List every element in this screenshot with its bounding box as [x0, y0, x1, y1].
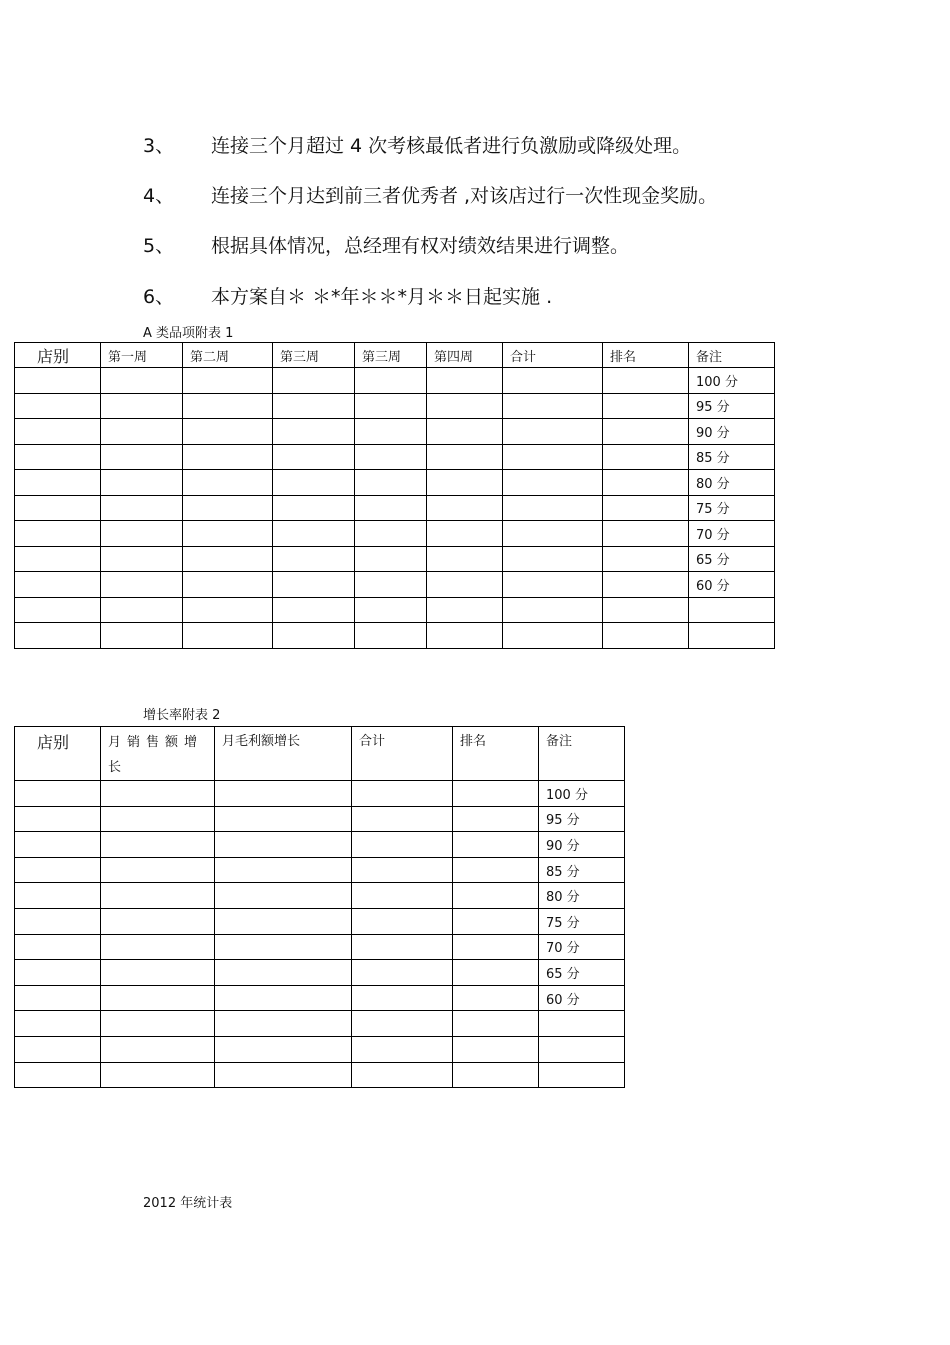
- empty-cell: [15, 985, 101, 1011]
- empty-cell: [15, 597, 101, 623]
- empty-cell: [603, 623, 689, 649]
- note-cell: 80 分: [689, 470, 775, 496]
- note-cell: [539, 1062, 625, 1088]
- note-cell: 60 分: [539, 985, 625, 1011]
- header-cell: 第一周: [101, 343, 183, 368]
- empty-cell: [603, 597, 689, 623]
- note-cell: 95 分: [539, 806, 625, 832]
- table-row: [15, 572, 775, 598]
- empty-cell: [503, 393, 603, 419]
- header-cell: 备注: [689, 343, 775, 368]
- header-cell: 第三周: [355, 343, 427, 368]
- header-cell: 备注: [539, 727, 625, 781]
- empty-cell: [355, 597, 427, 623]
- empty-cell: [101, 781, 215, 807]
- table-row: [15, 781, 625, 807]
- header-cell: 月毛利额增长: [215, 727, 352, 781]
- empty-cell: [101, 572, 183, 598]
- item-number: 3、: [143, 135, 175, 157]
- empty-cell: [15, 781, 101, 807]
- note-cell: 75 分: [689, 495, 775, 521]
- empty-cell: [101, 985, 215, 1011]
- empty-cell: [352, 934, 453, 960]
- empty-cell: [453, 781, 539, 807]
- table-row: [15, 908, 625, 934]
- empty-cell: [101, 444, 183, 470]
- note-cell: 80 分: [539, 883, 625, 909]
- empty-cell: [453, 806, 539, 832]
- empty-cell: [427, 623, 503, 649]
- table-row: [15, 546, 775, 572]
- header-row: [15, 343, 775, 368]
- empty-cell: [603, 521, 689, 547]
- item-5: [143, 231, 629, 258]
- empty-cell: [183, 393, 273, 419]
- table-row: [15, 985, 625, 1011]
- empty-cell: [215, 857, 352, 883]
- empty-cell: [355, 521, 427, 547]
- empty-cell: [453, 908, 539, 934]
- empty-cell: [15, 832, 101, 858]
- empty-cell: [215, 1011, 352, 1037]
- empty-cell: [273, 419, 355, 445]
- empty-cell: [273, 572, 355, 598]
- empty-cell: [453, 1062, 539, 1088]
- empty-cell: [215, 832, 352, 858]
- table-row: [15, 623, 775, 649]
- empty-cell: [215, 934, 352, 960]
- empty-cell: [15, 960, 101, 986]
- table2-caption: 增长率附表 2: [143, 708, 221, 723]
- header-cell: 店别: [15, 727, 101, 781]
- note-cell: 65 分: [689, 546, 775, 572]
- empty-cell: [355, 444, 427, 470]
- empty-cell: [503, 444, 603, 470]
- note-cell: 70 分: [539, 934, 625, 960]
- table-row: [15, 521, 775, 547]
- empty-cell: [273, 597, 355, 623]
- header-cell: 第二周: [183, 343, 273, 368]
- note-cell: 65 分: [539, 960, 625, 986]
- table-row: [15, 1036, 625, 1062]
- table-row: [15, 960, 625, 986]
- empty-cell: [352, 806, 453, 832]
- empty-cell: [427, 546, 503, 572]
- table-row: [15, 368, 775, 394]
- table1-caption: A 类品项附表 1: [143, 326, 234, 341]
- empty-cell: [101, 393, 183, 419]
- empty-cell: [603, 444, 689, 470]
- empty-cell: [101, 1011, 215, 1037]
- empty-cell: [427, 495, 503, 521]
- empty-cell: [352, 1062, 453, 1088]
- empty-cell: [183, 495, 273, 521]
- empty-cell: [15, 572, 101, 598]
- empty-cell: [183, 572, 273, 598]
- empty-cell: [101, 368, 183, 394]
- empty-cell: [453, 934, 539, 960]
- empty-cell: [453, 985, 539, 1011]
- empty-cell: [352, 1036, 453, 1062]
- empty-cell: [101, 1036, 215, 1062]
- item-3: [143, 131, 691, 158]
- empty-cell: [15, 806, 101, 832]
- empty-cell: [183, 546, 273, 572]
- header-cell: 第三周: [273, 343, 355, 368]
- empty-cell: [273, 623, 355, 649]
- note-cell: 70 分: [689, 521, 775, 547]
- empty-cell: [101, 857, 215, 883]
- table-row: [15, 1062, 625, 1088]
- table-row: [15, 597, 775, 623]
- empty-cell: [183, 444, 273, 470]
- empty-cell: [355, 419, 427, 445]
- table2: [14, 726, 625, 1088]
- empty-cell: [215, 781, 352, 807]
- empty-cell: [355, 495, 427, 521]
- header-cell: 合计: [503, 343, 603, 368]
- empty-cell: [273, 444, 355, 470]
- empty-cell: [603, 368, 689, 394]
- empty-cell: [15, 1036, 101, 1062]
- empty-cell: [603, 470, 689, 496]
- empty-cell: [15, 1062, 101, 1088]
- empty-cell: [503, 623, 603, 649]
- table-row: [15, 1011, 625, 1037]
- empty-cell: [427, 597, 503, 623]
- note-cell: 85 分: [539, 857, 625, 883]
- empty-cell: [15, 857, 101, 883]
- empty-cell: [15, 444, 101, 470]
- empty-cell: [101, 419, 183, 445]
- empty-cell: [503, 521, 603, 547]
- empty-cell: [15, 419, 101, 445]
- table1: [14, 342, 775, 649]
- empty-cell: [101, 546, 183, 572]
- empty-cell: [15, 393, 101, 419]
- empty-cell: [352, 960, 453, 986]
- empty-cell: [503, 368, 603, 394]
- empty-cell: [352, 781, 453, 807]
- empty-cell: [427, 368, 503, 394]
- note-cell: 90 分: [539, 832, 625, 858]
- empty-cell: [15, 1011, 101, 1037]
- item-text: 连接三个月超过 4 次考核最低者进行负激励或降级处理。: [211, 135, 692, 157]
- table-row: [15, 419, 775, 445]
- empty-cell: [603, 572, 689, 598]
- empty-cell: [352, 985, 453, 1011]
- empty-cell: [427, 419, 503, 445]
- empty-cell: [355, 546, 427, 572]
- empty-cell: [101, 960, 215, 986]
- empty-cell: [355, 470, 427, 496]
- table-row: [15, 444, 775, 470]
- header-cell: 排名: [603, 343, 689, 368]
- empty-cell: [183, 368, 273, 394]
- empty-cell: [503, 546, 603, 572]
- table-row: [15, 883, 625, 909]
- empty-cell: [273, 521, 355, 547]
- empty-cell: [101, 908, 215, 934]
- empty-cell: [503, 597, 603, 623]
- empty-cell: [101, 832, 215, 858]
- empty-cell: [603, 419, 689, 445]
- item-text: 连接三个月达到前三者优秀者 ,对该店过行一次性现金奖励。: [211, 185, 718, 207]
- note-cell: 100 分: [689, 368, 775, 394]
- empty-cell: [603, 546, 689, 572]
- note-cell: 85 分: [689, 444, 775, 470]
- empty-cell: [15, 546, 101, 572]
- empty-cell: [427, 444, 503, 470]
- empty-cell: [15, 368, 101, 394]
- empty-cell: [355, 572, 427, 598]
- empty-cell: [355, 623, 427, 649]
- note-cell: [689, 597, 775, 623]
- note-cell: 95 分: [689, 393, 775, 419]
- note-cell: [539, 1036, 625, 1062]
- table-row: [15, 495, 775, 521]
- table-row: [15, 470, 775, 496]
- empty-cell: [427, 572, 503, 598]
- empty-cell: [101, 806, 215, 832]
- empty-cell: [215, 985, 352, 1011]
- empty-cell: [15, 934, 101, 960]
- item-number: 6、: [143, 286, 175, 308]
- empty-cell: [183, 419, 273, 445]
- item-6: [143, 282, 552, 309]
- footer-caption: 2012 年统计表: [143, 1196, 233, 1211]
- empty-cell: [15, 908, 101, 934]
- empty-cell: [355, 393, 427, 419]
- empty-cell: [215, 1036, 352, 1062]
- empty-cell: [215, 908, 352, 934]
- empty-cell: [503, 419, 603, 445]
- empty-cell: [503, 572, 603, 598]
- header-row: [15, 727, 625, 781]
- empty-cell: [355, 368, 427, 394]
- empty-cell: [453, 857, 539, 883]
- empty-cell: [503, 495, 603, 521]
- empty-cell: [101, 521, 183, 547]
- empty-cell: [215, 960, 352, 986]
- note-cell: 90 分: [689, 419, 775, 445]
- item-number: 5、: [143, 235, 175, 257]
- empty-cell: [603, 393, 689, 419]
- empty-cell: [101, 934, 215, 960]
- table-row: [15, 857, 625, 883]
- empty-cell: [427, 470, 503, 496]
- table-row: [15, 393, 775, 419]
- empty-cell: [503, 470, 603, 496]
- table-row: [15, 832, 625, 858]
- empty-cell: [603, 495, 689, 521]
- empty-cell: [215, 883, 352, 909]
- empty-cell: [101, 597, 183, 623]
- empty-cell: [352, 883, 453, 909]
- empty-cell: [273, 368, 355, 394]
- header-cell: 排名: [453, 727, 539, 781]
- note-cell: [539, 1011, 625, 1037]
- empty-cell: [183, 470, 273, 496]
- table-row: [15, 806, 625, 832]
- empty-cell: [453, 1011, 539, 1037]
- empty-cell: [427, 521, 503, 547]
- empty-cell: [15, 883, 101, 909]
- empty-cell: [183, 623, 273, 649]
- empty-cell: [273, 470, 355, 496]
- item-text: 本方案自＊ ＊*年＊＊*月＊＊日起实施 .: [211, 286, 553, 308]
- empty-cell: [352, 1011, 453, 1037]
- note-cell: 60 分: [689, 572, 775, 598]
- empty-cell: [15, 623, 101, 649]
- empty-cell: [15, 495, 101, 521]
- empty-cell: [273, 393, 355, 419]
- table-row: [15, 934, 625, 960]
- empty-cell: [352, 832, 453, 858]
- empty-cell: [101, 883, 215, 909]
- empty-cell: [352, 908, 453, 934]
- header-cell: 店别: [15, 343, 101, 368]
- empty-cell: [183, 521, 273, 547]
- item-text: 根据具体情况，总经理有权对绩效结果进行调整。: [211, 235, 630, 257]
- empty-cell: [453, 832, 539, 858]
- item-4: [143, 181, 717, 208]
- note-cell: 75 分: [539, 908, 625, 934]
- empty-cell: [427, 393, 503, 419]
- item-number: 4、: [143, 185, 175, 207]
- empty-cell: [15, 521, 101, 547]
- header-cell: 合计: [352, 727, 453, 781]
- empty-cell: [101, 623, 183, 649]
- note-cell: 100 分: [539, 781, 625, 807]
- note-cell: [689, 623, 775, 649]
- empty-cell: [15, 470, 101, 496]
- empty-cell: [215, 1062, 352, 1088]
- empty-cell: [101, 495, 183, 521]
- empty-cell: [183, 597, 273, 623]
- empty-cell: [453, 960, 539, 986]
- empty-cell: [453, 883, 539, 909]
- empty-cell: [215, 806, 352, 832]
- empty-cell: [352, 857, 453, 883]
- empty-cell: [101, 470, 183, 496]
- empty-cell: [273, 495, 355, 521]
- header-cell: 月销售额增长: [101, 727, 215, 781]
- empty-cell: [273, 546, 355, 572]
- empty-cell: [453, 1036, 539, 1062]
- header-cell: 第四周: [427, 343, 503, 368]
- empty-cell: [101, 1062, 215, 1088]
